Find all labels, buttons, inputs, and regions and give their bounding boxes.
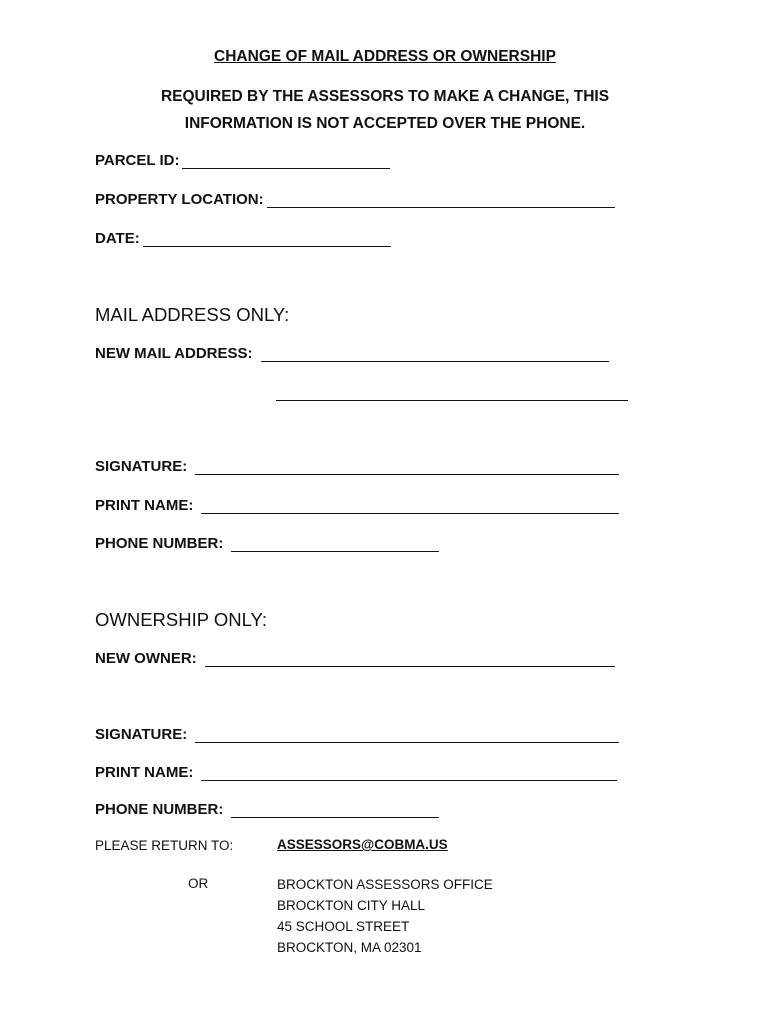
office-address-line: BROCKTON CITY HALL	[277, 898, 426, 913]
office-address-line: BROCKTON, MA 02301	[277, 940, 422, 955]
owner-phone-line[interactable]	[231, 801, 439, 818]
mail-print-name-label: PRINT NAME:	[95, 497, 194, 514]
owner-signature-line[interactable]	[195, 726, 619, 743]
owner-print-name-label: PRINT NAME:	[95, 764, 194, 781]
return-email-link[interactable]: ASSESSORS@COBMA.US	[277, 837, 448, 852]
mail-signature-line[interactable]	[195, 458, 619, 475]
parcel-id-line[interactable]	[182, 152, 390, 169]
owner-phone-label: PHONE NUMBER:	[95, 801, 224, 818]
property-location-label: PROPERTY LOCATION:	[95, 191, 264, 208]
date-field[interactable]	[95, 230, 391, 247]
parcel-id-label: PARCEL ID:	[95, 152, 180, 169]
new-mail-address-line-2[interactable]	[276, 400, 628, 401]
mail-phone-line[interactable]	[231, 535, 439, 552]
mail-phone-label: PHONE NUMBER:	[95, 535, 224, 552]
new-mail-address-line-1[interactable]	[261, 345, 609, 362]
ownership-section-heading: OWNERSHIP ONLY:	[95, 609, 268, 630]
notice-line-2: INFORMATION IS NOT ACCEPTED OVER THE PHONE.	[184, 115, 586, 132]
mail-print-name-line[interactable]	[201, 497, 619, 514]
new-owner-line[interactable]	[205, 650, 615, 667]
new-mail-address-field[interactable]	[95, 345, 609, 362]
owner-phone-field[interactable]	[95, 801, 439, 818]
mail-section-heading: MAIL ADDRESS ONLY:	[95, 304, 290, 325]
new-owner-field[interactable]	[95, 650, 615, 667]
office-address-line: 45 SCHOOL STREET	[277, 919, 410, 934]
or-label: OR	[188, 876, 209, 891]
owner-signature-label: SIGNATURE:	[95, 726, 188, 743]
return-label: PLEASE RETURN TO:	[95, 838, 234, 853]
new-owner-label: NEW OWNER:	[95, 650, 197, 667]
office-address-line: BROCKTON ASSESSORS OFFICE	[277, 877, 493, 892]
mail-phone-field[interactable]	[95, 535, 439, 552]
mail-signature-label: SIGNATURE:	[95, 458, 188, 475]
property-location-field[interactable]	[95, 191, 615, 208]
owner-print-name-field[interactable]	[95, 764, 617, 781]
mail-print-name-field[interactable]	[95, 497, 619, 514]
form-title: CHANGE OF MAIL ADDRESS OR OWNERSHIP	[214, 48, 556, 65]
mail-signature-field[interactable]	[95, 458, 619, 475]
owner-print-name-line[interactable]	[201, 764, 617, 781]
new-mail-address-label: NEW MAIL ADDRESS:	[95, 345, 253, 362]
date-label: DATE:	[95, 230, 140, 247]
property-location-line[interactable]	[267, 191, 615, 208]
parcel-id-field[interactable]	[95, 152, 390, 169]
date-line[interactable]	[143, 230, 391, 247]
owner-signature-field[interactable]	[95, 726, 619, 743]
notice-line-1: REQUIRED BY THE ASSESSORS TO MAKE A CHANGE, THIS	[160, 88, 610, 105]
